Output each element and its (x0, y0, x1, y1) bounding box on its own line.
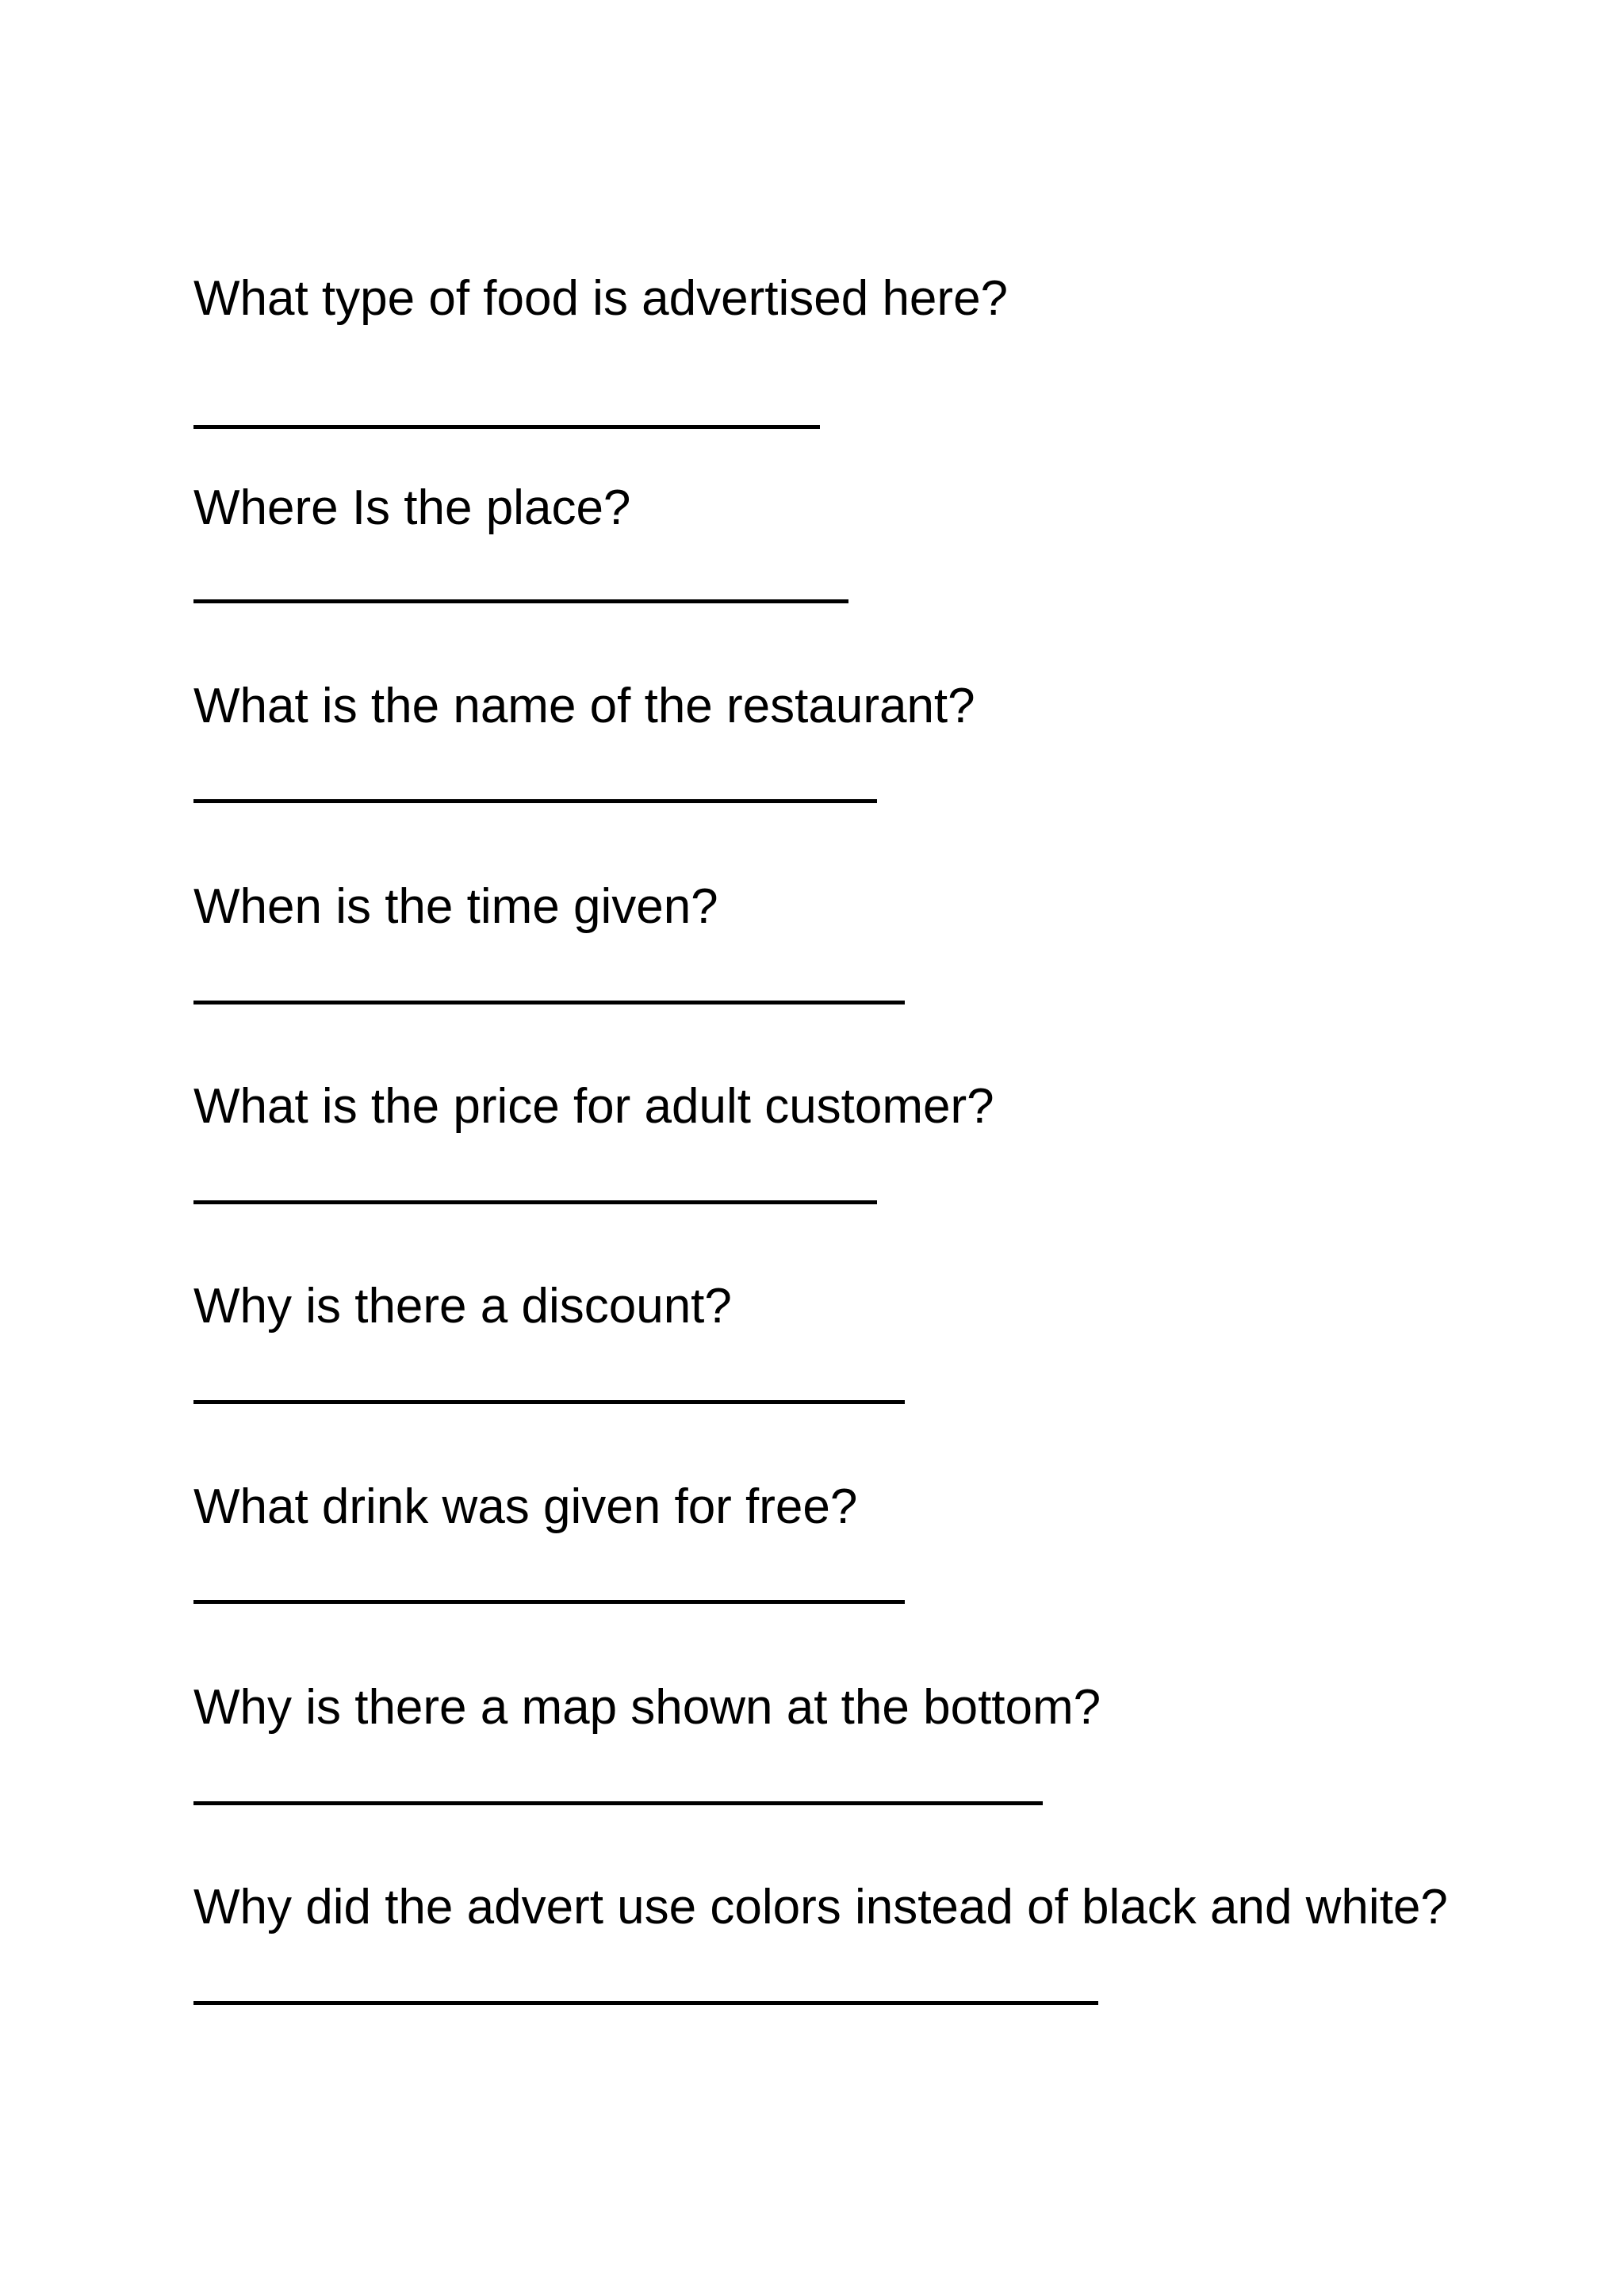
question-map: Why is there a map shown at the bottom? (193, 1680, 1101, 1735)
question-restaurant-name: What is the name of the restaurant? (193, 679, 975, 733)
answer-line-free-drink (193, 1600, 905, 1604)
answer-line-map (193, 1801, 1043, 1805)
answer-line-adult-price (193, 1200, 877, 1204)
question-time: When is the time given? (193, 879, 718, 934)
question-adult-price: What is the price for adult customer? (193, 1079, 994, 1134)
answer-line-place (193, 599, 848, 603)
answer-line-restaurant-name (193, 799, 877, 803)
question-place: Where Is the place? (193, 480, 631, 535)
question-free-drink: What drink was given for free? (193, 1479, 858, 1534)
question-food-type: What type of food is advertised here? (193, 271, 1009, 326)
question-discount: Why is there a discount? (193, 1279, 732, 1334)
answer-line-colors (193, 2001, 1098, 2005)
question-colors: Why did the advert use colors instead of black and white? (193, 1880, 1448, 1934)
answer-line-discount (193, 1400, 905, 1404)
answer-line-food-type (193, 425, 820, 429)
answer-line-time (193, 1001, 905, 1004)
